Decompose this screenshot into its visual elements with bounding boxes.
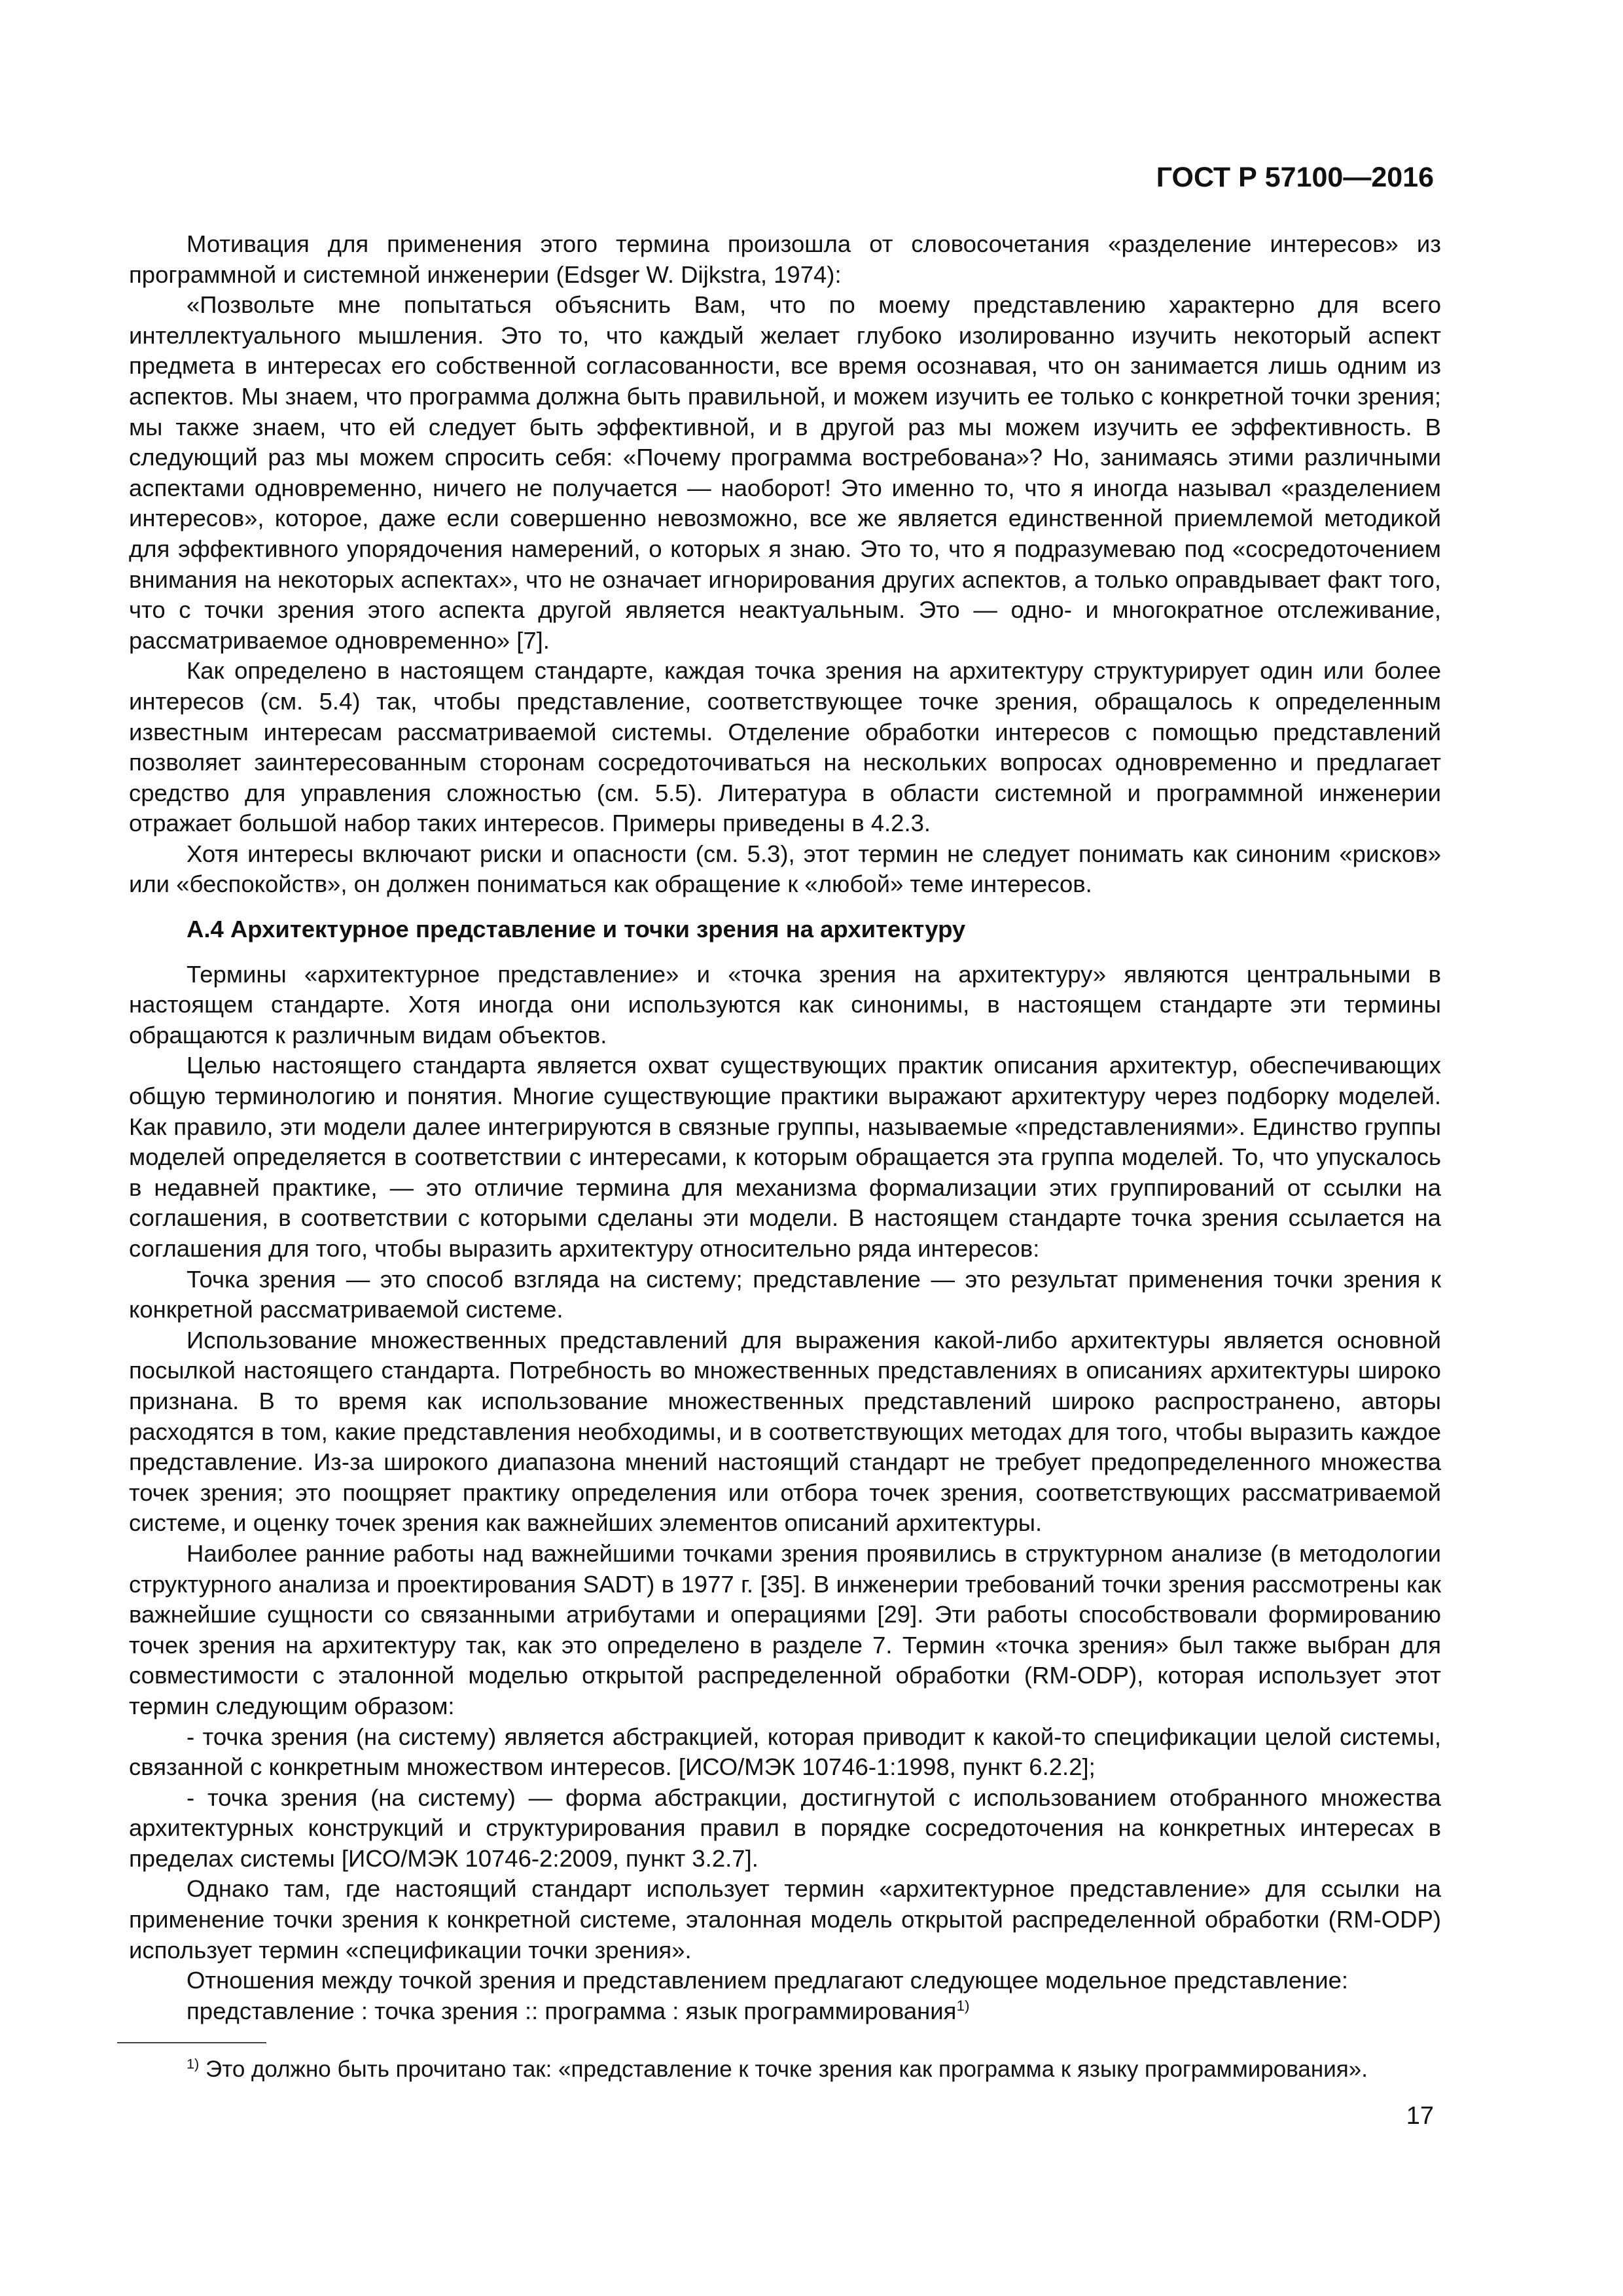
paragraph: Точка зрения — это способ взгляда на систему; представление — это результат применения точки зрения к конкретной рассматриваемой системе. (129, 1265, 1441, 1323)
formula-text: представление : точка зрения :: программа : язык программирования (187, 1997, 957, 2024)
paragraph: Отношения между точкой зрения и представлением предлагают следующее модельное представление: (187, 1967, 1349, 1994)
section-heading: А.4 Архитектурное представление и точки зрения на архитектуру (187, 916, 966, 943)
standard-header: ГОСТ Р 57100—2016 (1156, 162, 1434, 193)
paragraph: Целью настоящего стандарта является охват существующих практик описания архитектур, обеспечивающих общую терминологию и понятия. Многие существующие практики выражают архитектуру через подборку моделей. Как правило, эти модели далее интегрируются в связные группы, называемые «представлениями». Единство группы моделей определяется в соответствии с интересами, к которым обращается эта группа моделей. То, что упускалось в недавней практике, — это отличие термина для механизма формализации этих группирований от ссылки на соглашения, в соответствии с которыми сделаны эти модели. В настоящем стандарте точка зрения ссылается на соглашения для того, чтобы выразить архитектуру относительно ряда интересов: (129, 1052, 1441, 1262)
footnote-ref: 1) (956, 1997, 970, 2014)
list-item: - точка зрения (на систему) является абстракцией, которая приводит к какой-то спецификации целой системы, связанной с конкретным множеством интересов. [ИСО/МЭК 10746-1:1998, пункт 6.2.2]; (129, 1723, 1441, 1781)
footnote-divider (117, 2042, 266, 2043)
quote-paragraph: «Позвольте мне попытаться объяснить Вам, что по моему представлению характерно для всего интеллектуального мышления. Это то, что каждый желает глубоко изолированно изучить некоторый аспект предмета в интересах его собственной согласованности, все время осознавая, что он занимается лишь одним из аспектов. Мы знаем, что программа должна быть правильной, и можем изучить ее только с конкретной точки зрения; мы также знаем, что ей следует быть эффективной, и в другой раз мы можем изучить ее эффективность. В следующий раз мы можем спросить себя: «Почему программа востребована»? Но, занимаясь этими различными аспектами одновременно, ничего не получается — наоборот! Это именно то, что я иногда называл «разделением интересов», которое, даже если совершенно невозможно, все же является единственной приемлемой методикой для эффективного упорядочения намерений, о которых я знаю. Это то, что я подразумеваю под «сосредоточением внимания на некоторых аспектах», что не означает игнорирования других аспектов, а только оправдывает факт того, что с точки зрения этого аспекта другой является неактуальным. Это — одно- и многократное отслеживание, рассматриваемое одновременно» [7]. (129, 291, 1441, 654)
paragraph: Мотивация для применения этого термина произошла от словосочетания «разделение интересов» из программной и системной инженерии (Edsger W. Dijkstra, 1974): (129, 230, 1441, 288)
footnote-text: Это должно быть прочитано так: «представление к точке зрения как программа к языку программирования». (205, 2056, 1368, 2082)
paragraph: Как определено в настоящем стандарте, каждая точка зрения на архитектуру структурирует один или более интересов (см. 5.4) так, чтобы представление, соответствующее точке зрения, обращалось к определенным известным интересам рассматриваемой системы. Отделение обработки интересов с помощью представлений позволяет заинтересованным сторонам сосредоточиваться на нескольких вопросах одновременно и предлагает средство для управления сложностью (см. 5.5). Литература в области системной и программной инженерии отражает большой набор таких интересов. Примеры приведены в 4.2.3. (129, 657, 1441, 837)
paragraph: Однако там, где настоящий стандарт использует термин «архитектурное представление» для ссылки на применение точки зрения к конкретной системе, эталонная модель открытой распределенной обработки (RM-ODP) использует термин «спецификации точки зрения». (129, 1875, 1441, 1964)
paragraph: Термины «архитектурное представление» и «точка зрения на архитектуру» являются центральными в настоящем стандарте. Хотя иногда они используются как синонимы, в настоящем стандарте эти термины обращаются к различным видам объектов. (129, 960, 1441, 1049)
paragraph: Хотя интересы включают риски и опасности (см. 5.3), этот термин не следует понимать как синоним «рисков» или «беспокойств», он должен пониматься как обращение к «любой» теме интересов. (129, 840, 1441, 898)
paragraph: Наиболее ранние работы над важнейшими точками зрения проявились в структурном анализе (в методологии структурного анализа и проектирования SADT) в 1977 г. [35]. В инженерии требований точки зрения рассмотрены как важнейшие сущности со связанными атрибутами и операциями [29]. Эти работы способствовали формированию точек зрения на архитектуру так, как это определено в разделе 7. Термин «точка зрения» был также выбран для совместимости с эталонной моделью открытой распределенной обработки (RM-ODP), которая использует этот термин следующим образом: (129, 1539, 1441, 1719)
document-body (129, 229, 1441, 2026)
paragraph: Использование множественных представлений для выражения какой-либо архитектуры является основной посылкой настоящего стандарта. Потребность во множественных представлениях в описаниях архитектуры широко признана. В то время как использование множественных представлений широко распространено, авторы расходятся в том, какие представления необходимы, и в соответствующих методах для того, чтобы выразить каждое представление. Из-за широкого диапазона мнений настоящий стандарт не требует предопределенного множества точек зрения; это поощряет практику определения или отбора точек зрения, соответствующих рассматриваемой системе, и оценку точек зрения как важнейших элементов описаний архитектуры. (129, 1326, 1441, 1537)
formula-line (129, 1996, 1441, 2027)
list-item: - точка зрения (на систему) — форма абстракции, достигнутой с использованием отобранного множества архитектурных конструкций и структурирования правил в порядке сосредоточения на конкретных интересах в пределах системы [ИСО/МЭК 10746-2:2009, пункт 3.2.7]. (129, 1784, 1441, 1872)
footnote-marker: 1) (187, 2055, 200, 2072)
page-number: 17 (1406, 2102, 1434, 2130)
footnote (129, 2055, 1441, 2084)
